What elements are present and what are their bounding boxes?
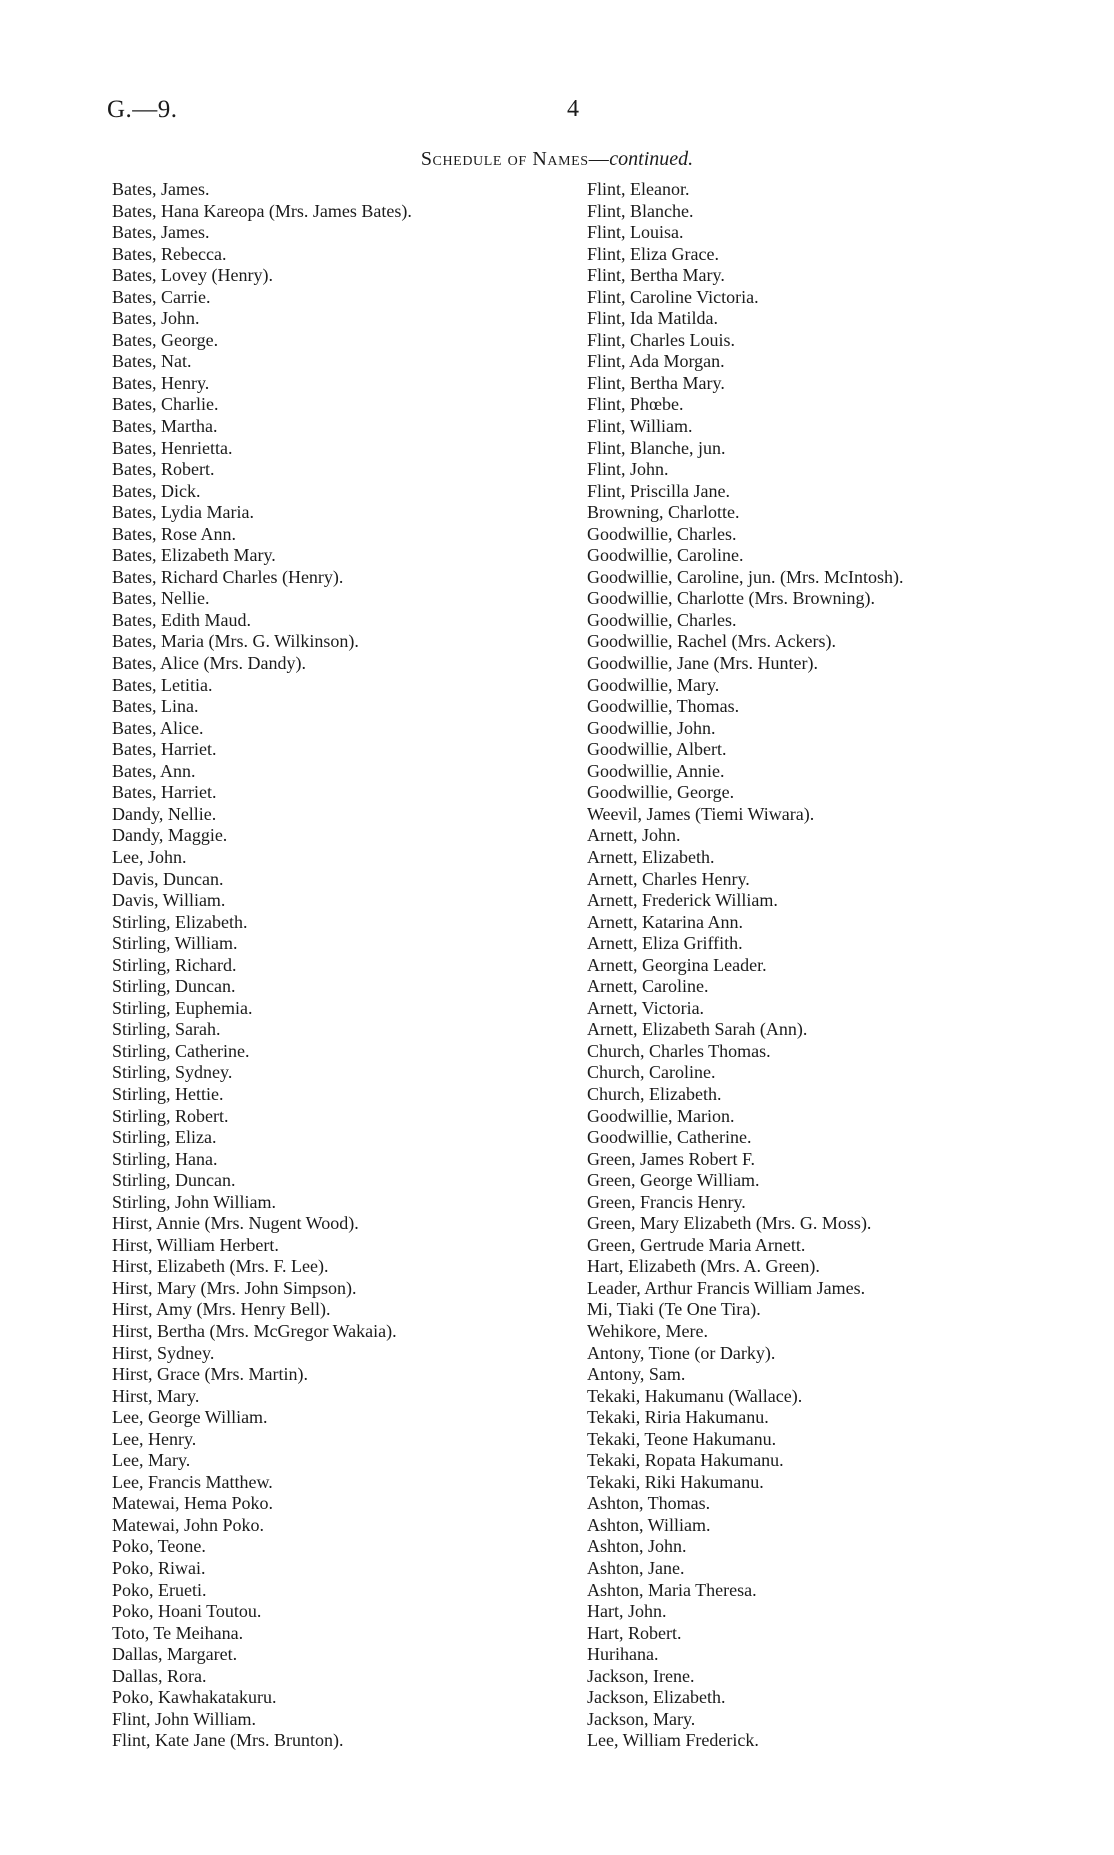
name-entry: Stirling, Catherine. — [112, 1040, 250, 1061]
name-entry: Browning, Charlotte. — [587, 502, 740, 523]
name-entry: Arnett, Frederick William. — [587, 890, 778, 911]
name-entry: Goodwillie, Rachel (Mrs. Ackers). — [587, 631, 836, 652]
name-entry: Bates, Rebecca. — [112, 243, 227, 264]
name-entry: Arnett, Caroline. — [587, 976, 709, 997]
name-entry: Matewai, John Poko. — [112, 1514, 264, 1535]
name-entry: Wehikore, Mere. — [587, 1320, 708, 1341]
name-entry: Goodwillie, John. — [587, 717, 716, 738]
name-entry: Jackson, Elizabeth. — [587, 1687, 726, 1708]
name-entry: Arnett, John. — [587, 825, 681, 846]
name-entry: Arnett, Georgina Leader. — [587, 954, 767, 975]
name-entry: Ashton, John. — [587, 1536, 687, 1557]
name-entry: Flint, John. — [587, 459, 669, 480]
name-entry: Bates, James. — [112, 222, 210, 243]
name-entry: Bates, Harriet. — [112, 782, 217, 803]
name-entry: Goodwillie, Caroline, jun. (Mrs. McIntosh). — [587, 566, 904, 587]
name-entry: Bates, Rose Ann. — [112, 523, 236, 544]
name-entry: Bates, Robert. — [112, 459, 215, 480]
name-entry: Goodwillie, Charles. — [587, 523, 737, 544]
name-entry: Antony, Sam. — [587, 1364, 686, 1385]
name-entry: Hirst, Mary. — [112, 1385, 200, 1406]
name-entry: Toto, Te Meihana. — [112, 1622, 244, 1643]
heading-continued: continued. — [609, 148, 694, 170]
name-entry: Dallas, Rora. — [112, 1665, 207, 1686]
name-entry: Arnett, Elizabeth Sarah (Ann). — [587, 1019, 808, 1040]
name-entry: Ashton, Jane. — [587, 1558, 685, 1578]
name-entry: Flint, Caroline Victoria. — [587, 286, 759, 307]
name-entry: Lee, Francis Matthew. — [112, 1471, 273, 1492]
name-entry: Hirst, Bertha (Mrs. McGregor Wakaia). — [112, 1320, 397, 1341]
name-entry: Lee, George William. — [112, 1407, 268, 1428]
name-entry: Bates, Dick. — [112, 480, 201, 501]
name-entry: Flint, Phœbe. — [587, 394, 684, 415]
name-entry: Dandy, Maggie. — [112, 825, 228, 846]
name-entry: Jackson, Mary. — [587, 1708, 696, 1729]
name-entry: Hirst, William Herbert. — [112, 1234, 279, 1255]
name-entry: Bates, Richard Charles (Henry). — [112, 566, 344, 587]
name-entry: Davis, Duncan. — [112, 868, 224, 889]
name-entry: Church, Elizabeth. — [587, 1083, 722, 1104]
name-entry: Flint, Eliza Grace. — [587, 243, 719, 264]
name-entry: Bates, John. — [112, 308, 200, 329]
name-entry: Arnett, Charles Henry. — [587, 868, 750, 889]
name-entry: Bates, Martha. — [112, 416, 218, 437]
name-entry: Bates, Henry. — [112, 372, 210, 393]
name-entry: Goodwillie, Caroline. — [587, 545, 744, 566]
name-entry: Poko, Erueti. — [112, 1579, 207, 1600]
name-entry: Goodwillie, Annie. — [587, 760, 725, 781]
name-entry: Hirst, Amy (Mrs. Henry Bell). — [112, 1299, 331, 1320]
name-entry: Stirling, Elizabeth. — [112, 911, 248, 932]
name-entry: Hirst, Mary (Mrs. John Simpson). — [112, 1277, 357, 1298]
name-entry: Lee, Mary. — [112, 1450, 191, 1471]
name-entry: Bates, Elizabeth Mary. — [112, 545, 276, 566]
name-entry: Stirling, Hana. — [112, 1148, 218, 1169]
name-entry: Goodwillie, Charlotte (Mrs. Browning). — [587, 588, 875, 609]
name-entry: Stirling, Euphemia. — [112, 997, 253, 1018]
name-entry: Goodwillie, Albert. — [587, 739, 727, 760]
name-entry: Bates, Alice. — [112, 717, 204, 738]
name-entry: Ashton, Maria Theresa. — [587, 1579, 757, 1600]
name-entry: Flint, Charles Louis. — [587, 329, 735, 350]
name-entry: Tekaki, Teone Hakumanu. — [587, 1428, 777, 1449]
names-right-column — [587, 179, 903, 1752]
name-entry: Lee, William Frederick. — [587, 1730, 759, 1751]
name-entry: Bates, George. — [112, 329, 219, 350]
name-entry: Jackson, Irene. — [587, 1665, 695, 1686]
name-entry: Poko, Teone. — [112, 1536, 206, 1557]
name-entry: Church, Caroline. — [587, 1062, 716, 1083]
name-entry: Green, Mary Elizabeth (Mrs. G. Moss). — [587, 1213, 872, 1234]
name-entry: Goodwillie, Marion. — [587, 1105, 735, 1126]
name-entry: Bates, Ann. — [112, 760, 196, 781]
name-entry: Tekaki, Riki Hakumanu. — [587, 1471, 764, 1492]
name-entry: Poko, Hoani Toutou. — [112, 1601, 262, 1622]
name-entry: Stirling, Eliza. — [112, 1127, 217, 1148]
name-entry: Bates, Lydia Maria. — [112, 502, 254, 523]
name-entry: Stirling, Sydney. — [112, 1062, 233, 1083]
name-entry: Hirst, Annie (Mrs. Nugent Wood). — [112, 1213, 359, 1234]
name-entry: Flint, Ida Matilda. — [587, 308, 718, 329]
name-entry: Goodwillie, George. — [587, 782, 735, 803]
name-entry: Davis, William. — [112, 890, 226, 911]
name-entry: Arnett, Victoria. — [587, 997, 705, 1018]
name-entry: Goodwillie, Thomas. — [587, 696, 740, 717]
name-entry: Ashton, Thomas. — [587, 1493, 711, 1514]
name-entry: Bates, Letitia. — [112, 674, 213, 695]
name-entry: Flint, Ada Morgan. — [587, 351, 725, 372]
name-entry: Stirling, Duncan. — [112, 1170, 236, 1191]
names-left-column — [112, 179, 412, 1752]
name-entry: Dandy, Nellie. — [112, 803, 217, 824]
name-entry: Bates, Henrietta. — [112, 437, 233, 458]
name-entry: Bates, Carrie. — [112, 286, 211, 307]
name-entry: Flint, Bertha Mary. — [587, 372, 725, 393]
page-number: 4 — [567, 96, 579, 122]
name-entry: Stirling, Sarah. — [112, 1019, 221, 1040]
name-entry: Hirst, Elizabeth (Mrs. F. Lee). — [112, 1256, 329, 1277]
name-entry: Bates, Lina. — [112, 696, 199, 717]
name-entry: Stirling, John William. — [112, 1191, 276, 1212]
name-entry: Tekaki, Ropata Hakumanu. — [587, 1450, 784, 1471]
name-entry: Goodwillie, Charles. — [587, 609, 737, 630]
name-entry: Lee, Henry. — [112, 1428, 197, 1449]
name-entry: Flint, Blanche, jun. — [587, 437, 726, 458]
name-entry: Hart, Elizabeth (Mrs. A. Green). — [587, 1256, 820, 1277]
name-entry: Flint, Blanche. — [587, 200, 694, 221]
name-entry: Bates, Charlie. — [112, 394, 219, 415]
page-reference: G.—9. — [107, 96, 178, 123]
name-entry: Stirling, William. — [112, 933, 238, 954]
name-entry: Leader, Arthur Francis William James. — [587, 1277, 866, 1298]
name-entry: Stirling, Richard. — [112, 954, 237, 975]
name-entry: Stirling, Duncan. — [112, 976, 236, 997]
name-entry: Goodwillie, Jane (Mrs. Hunter). — [587, 653, 818, 674]
name-entry: Poko, Riwai. — [112, 1558, 206, 1578]
name-entry: Dallas, Margaret. — [112, 1644, 238, 1665]
name-entry: Bates, Nat. — [112, 351, 192, 372]
name-entry: Arnett, Eliza Griffith. — [587, 933, 743, 954]
name-entry: Weevil, James (Tiemi Wiwara). — [587, 803, 815, 824]
name-entry: Green, James Robert F. — [587, 1148, 756, 1169]
name-entry: Stirling, Hettie. — [112, 1083, 224, 1104]
name-entry: Green, Gertrude Maria Arnett. — [587, 1234, 806, 1255]
name-entry: Antony, Tione (or Darky). — [587, 1342, 776, 1363]
name-entry: Bates, James. — [112, 179, 210, 199]
name-entry: Flint, John William. — [112, 1708, 256, 1729]
name-entry: Ashton, William. — [587, 1514, 711, 1535]
name-entry: Goodwillie, Catherine. — [587, 1127, 752, 1148]
name-entry: Arnett, Katarina Ann. — [587, 911, 743, 932]
name-entry: Bates, Alice (Mrs. Dandy). — [112, 653, 306, 674]
name-entry: Flint, Priscilla Jane. — [587, 480, 730, 501]
name-entry: Hart, John. — [587, 1601, 667, 1622]
name-entry: Hart, Robert. — [587, 1622, 682, 1643]
name-entry: Flint, Bertha Mary. — [587, 265, 725, 286]
name-entry: Bates, Maria (Mrs. G. Wilkinson). — [112, 631, 359, 652]
name-entry: Goodwillie, Mary. — [587, 674, 720, 695]
name-entry: Poko, Kawhakatakuru. — [112, 1687, 277, 1708]
name-entry: Bates, Edith Maud. — [112, 609, 251, 630]
name-entry: Tekaki, Hakumanu (Wallace). — [587, 1385, 803, 1406]
heading-title: Schedule of Names— — [420, 148, 610, 170]
name-entry: Hurihana. — [587, 1644, 659, 1665]
name-entry: Green, George William. — [587, 1170, 760, 1191]
name-entry: Matewai, Hema Poko. — [112, 1493, 273, 1514]
name-entry: Flint, William. — [587, 416, 693, 437]
name-entry: Bates, Hana Kareopa (Mrs. James Bates). — [112, 200, 412, 221]
name-entry: Mi, Tiaki (Te One Tira). — [587, 1299, 761, 1320]
name-entry: Stirling, Robert. — [112, 1105, 229, 1126]
name-entry: Church, Charles Thomas. — [587, 1040, 771, 1061]
name-entry: Bates, Harriet. — [112, 739, 217, 760]
name-entry: Lee, John. — [112, 846, 187, 867]
name-entry: Tekaki, Riria Hakumanu. — [587, 1407, 769, 1428]
name-entry: Green, Francis Henry. — [587, 1191, 746, 1212]
name-entry: Arnett, Elizabeth. — [587, 846, 715, 867]
name-entry: Bates, Nellie. — [112, 588, 210, 609]
name-entry: Hirst, Sydney. — [112, 1342, 215, 1363]
name-entry: Bates, Lovey (Henry). — [112, 265, 273, 286]
name-entry: Flint, Kate Jane (Mrs. Brunton). — [112, 1730, 344, 1751]
name-entry: Hirst, Grace (Mrs. Martin). — [112, 1364, 308, 1385]
name-entry: Flint, Eleanor. — [587, 179, 690, 199]
schedule-heading — [0, 148, 1114, 171]
name-entry: Flint, Louisa. — [587, 222, 684, 243]
